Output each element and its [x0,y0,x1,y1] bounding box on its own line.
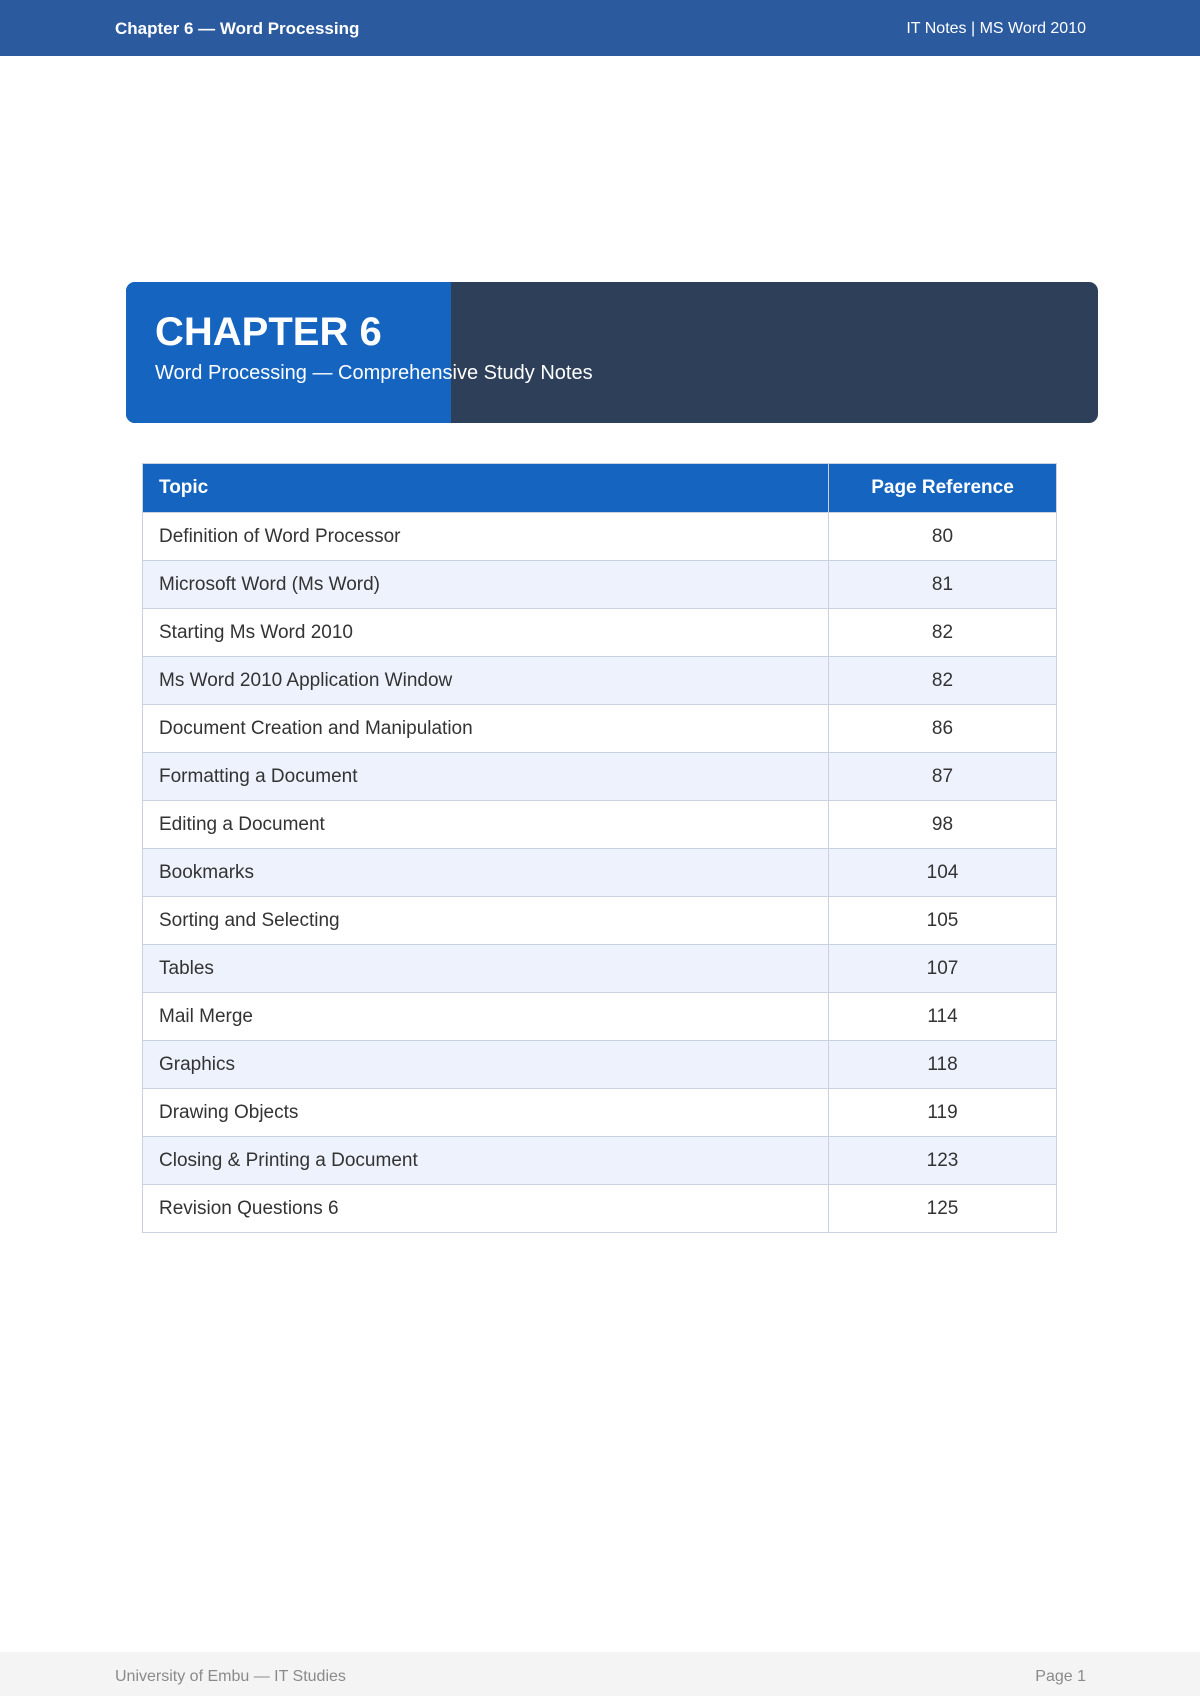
column-header-page-reference: Page Reference [829,464,1057,513]
page-cell: 87 [829,753,1057,801]
topics-table [142,463,1057,1233]
topic-cell: Graphics [143,1041,829,1089]
topic-cell: Sorting and Selecting [143,897,829,945]
page-cell: 105 [829,897,1057,945]
topic-cell: Ms Word 2010 Application Window [143,657,829,705]
page-cell: 125 [829,1185,1057,1233]
page-cell: 82 [829,609,1057,657]
table-row [143,609,1057,657]
page-cell: 82 [829,657,1057,705]
page-cell: 118 [829,1041,1057,1089]
chapter-title: CHAPTER 6 [155,310,382,354]
topic-cell: Starting Ms Word 2010 [143,609,829,657]
table-row [143,705,1057,753]
table-row [143,993,1057,1041]
page-cell: 107 [829,945,1057,993]
page-cell: 123 [829,1137,1057,1185]
topic-cell: Drawing Objects [143,1089,829,1137]
topic-cell: Formatting a Document [143,753,829,801]
topic-cell: Editing a Document [143,801,829,849]
page-cell: 114 [829,993,1057,1041]
topic-cell: Closing & Printing a Document [143,1137,829,1185]
topic-cell: Definition of Word Processor [143,513,829,561]
topic-cell: Document Creation and Manipulation [143,705,829,753]
table-row [143,849,1057,897]
page-cell: 104 [829,849,1057,897]
table-row [143,1089,1057,1137]
page-cell: 86 [829,705,1057,753]
chapter-subtitle: Word Processing — Comprehensive Study Notes [155,362,593,384]
table-row [143,561,1057,609]
header-course-label: IT Notes | MS Word 2010 [906,20,1086,37]
footer-page-number: Page 1 [1035,1668,1086,1685]
table-row [143,945,1057,993]
topic-cell: Bookmarks [143,849,829,897]
topic-cell: Tables [143,945,829,993]
table-row [143,657,1057,705]
footer-institution: University of Embu — IT Studies [115,1668,346,1685]
chapter-banner [126,282,1098,423]
table-row [143,753,1057,801]
table-row [143,897,1057,945]
topic-cell: Microsoft Word (Ms Word) [143,561,829,609]
page-cell: 98 [829,801,1057,849]
column-header-topic: Topic [143,464,829,513]
page-footer [0,1652,1200,1696]
table-row [143,1137,1057,1185]
table-row [143,513,1057,561]
table-row [143,1041,1057,1089]
page-cell: 80 [829,513,1057,561]
topic-cell: Revision Questions 6 [143,1185,829,1233]
topic-cell: Mail Merge [143,993,829,1041]
table-row [143,801,1057,849]
page-cell: 119 [829,1089,1057,1137]
table-row [143,1185,1057,1233]
page-header [0,0,1200,56]
header-chapter-title: Chapter 6 — Word Processing [115,19,360,38]
table-header-row [143,464,1057,513]
page-cell: 81 [829,561,1057,609]
